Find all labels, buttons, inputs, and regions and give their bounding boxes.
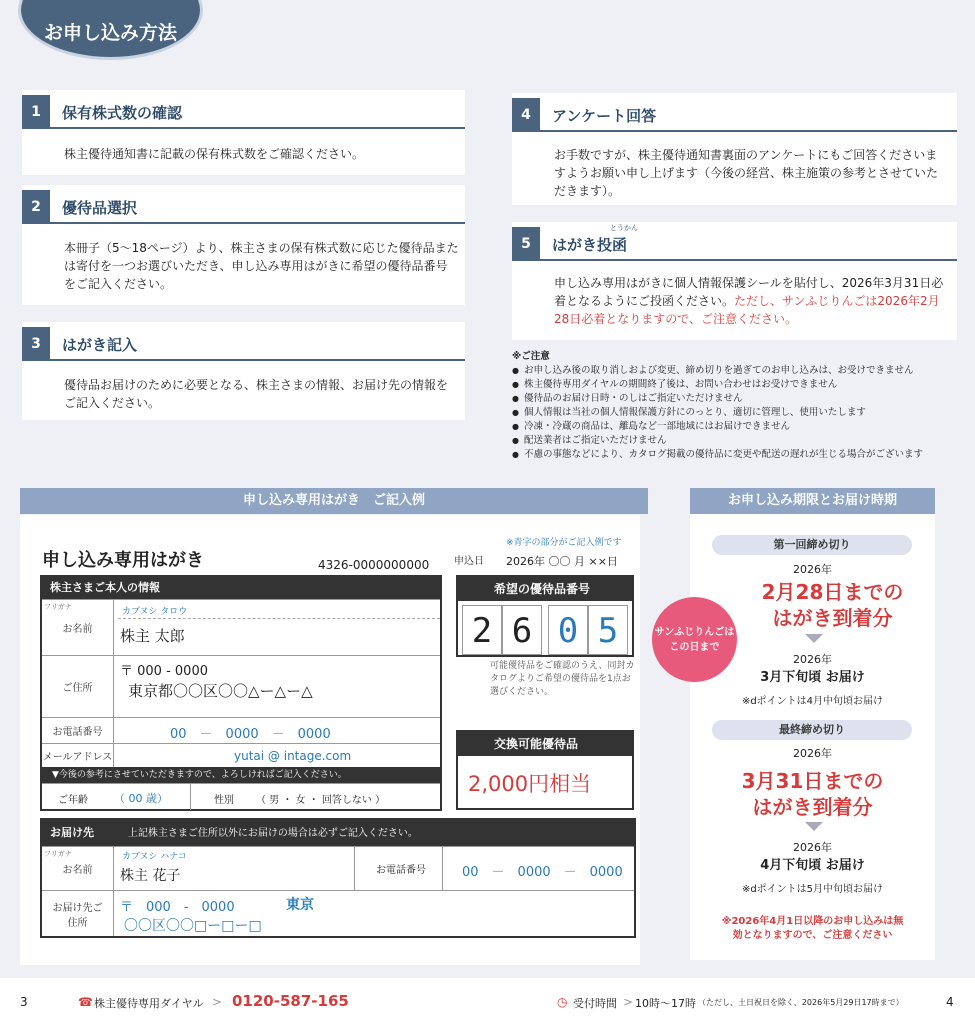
prefecture-value: 東京: [286, 897, 314, 913]
dial-label: 株主優待専用ダイヤル: [94, 997, 204, 1010]
tel-value: 00 － 0000 － 0000: [462, 865, 623, 880]
notes-title: ※ご注意: [512, 351, 550, 362]
first-deliver-year: 2026年: [793, 653, 832, 666]
furigana-value: カブヌシ ハナコ: [122, 852, 187, 862]
ship-address-label: お届け先ご住所: [52, 902, 103, 929]
zip-value: 〒 000 - 0000: [120, 900, 235, 915]
note-item: ● 冷凍・冷蔵の商品は、離島など一部地域にはお届けできません: [512, 420, 957, 434]
step-2: [22, 185, 465, 305]
page-number-left: 3: [20, 995, 28, 1009]
owner-header: 株主さまご本人の情報: [42, 577, 440, 599]
note-item: ● お申し込み後の取り消しおよび変更、締め切りを過ぎてのお申し込みは、お受けできません: [512, 364, 957, 378]
age-label: ご年齢: [58, 795, 88, 806]
ruby-text: とうかん: [610, 224, 638, 232]
application-date: 2026年 〇〇 月 ××日: [506, 555, 618, 568]
first-delivery: 3月下旬頃 お届け: [760, 670, 865, 685]
choice-digit: 6: [502, 605, 542, 655]
last-dpoint-note: ※dポイントは5月中旬頃お届け: [741, 884, 884, 895]
dial-number[interactable]: 0120-587-165: [232, 992, 349, 1010]
notes: [512, 350, 957, 462]
reference-note: ▼今後の参考にさせていただきますので、よろしければご記入ください。: [42, 767, 440, 783]
choice-digit: 2: [462, 605, 502, 655]
address-value: 〇〇区〇〇□ー□ー□: [124, 918, 262, 934]
choice-digit: 5: [588, 605, 628, 655]
note-item: ● 不慮の事態などにより、カタログ掲載の優待品に変更や配送の遅れが生じる場合がございます: [512, 448, 957, 462]
clock-icon: ◷: [557, 995, 568, 1009]
last-delivery: 4月下旬頃 お届け: [760, 858, 865, 873]
step-body: 株主優待通知書に記載の保有株式数をご確認ください。: [64, 147, 365, 161]
exchange-value: 2,000円相当: [468, 772, 592, 796]
name-label: お名前: [62, 624, 93, 635]
step-number: 5: [512, 227, 540, 261]
step-title: 優待品選択: [62, 199, 138, 217]
step-title: はがき記入: [62, 336, 138, 354]
hours-label: 受付時間: [573, 997, 617, 1010]
first-arrival: はがき到着分: [772, 606, 893, 630]
note-item: ● 株主優待専用ダイヤルの期間終了後は、お問い合わせはお受けできません: [512, 378, 957, 392]
owner-info-table: [40, 575, 442, 811]
last-arrival: はがき到着分: [752, 795, 873, 819]
tel-label: お電話番号: [376, 865, 426, 876]
last-deadline-pill: 最終締め切り: [712, 720, 912, 740]
page-title: お申し込み方法: [44, 22, 178, 44]
zip-value: 〒 000 - 0000: [120, 664, 208, 679]
first-year: 2026年: [793, 563, 832, 576]
step-body: お手数ですが、株主優待通知書裏面のアンケートにもご回答くださいますようお願い申し上げます（今後の経営、株主施策の参考とさせていただきます）。: [554, 148, 939, 198]
example-banner: 申し込み専用はがき ご記入例: [20, 488, 648, 514]
step-3: [22, 322, 465, 420]
step-body-warning: ただし、サンふじりんごは2026年2月28日必着となりますので、ご注意ください。: [554, 294, 940, 326]
address-value: 東京都〇〇区〇〇△ー△ー△: [128, 682, 313, 700]
arrow-down-icon: [805, 822, 823, 831]
postcard-code: 4326-0000000000: [318, 558, 430, 572]
mail-value: yutai @ intage.com: [234, 749, 352, 763]
note-item: ● 優待品のお届け日時・のしはご指定いただけません: [512, 392, 957, 406]
sex-value: （ 男 ・ 女 ・ 回答しない ）: [256, 795, 386, 806]
tel-value: 00 － 0000 － 0000: [170, 727, 331, 742]
step-title: アンケート回答: [552, 107, 657, 125]
address-label: ご住所: [62, 683, 93, 694]
apple-deadline-badge: サンふじりんごはこの日まで: [652, 597, 737, 682]
page-number-right: 4: [946, 995, 954, 1009]
hours-value: 10時〜17時: [635, 997, 696, 1010]
hours-note: （ただし、土日祝日を除く、2026年5月29日17時まで）: [698, 998, 904, 1007]
last-deadline-date: 3月31日までの: [741, 769, 884, 793]
mail-label: メールアドレス: [42, 752, 113, 763]
step-number: 3: [22, 327, 50, 361]
chevron-right-icon: >: [623, 995, 634, 1009]
exchange-header: 交換可能優待品: [458, 732, 632, 756]
name-value: 株主 花子: [120, 868, 181, 884]
step-body: 優待品お届けのために必要となる、株主さまの情報、お届け先の情報をご記入ください。: [64, 378, 449, 410]
step-title: はがき投函: [552, 236, 628, 254]
step-4: [512, 93, 957, 205]
deadline-warning: ※2026年4月1日以降のお申し込みは無効となりますので、ご注意ください: [721, 916, 904, 941]
name-label: お名前: [62, 865, 93, 876]
sex-label: 性別: [214, 795, 234, 806]
choice-header: 希望の優待品番号: [458, 577, 632, 601]
chevron-right-icon: >: [212, 995, 223, 1009]
age-value: （ 00 歳）: [114, 792, 168, 805]
first-deadline-date: 2月28日までの: [761, 580, 904, 604]
tel-label: お電話番号: [52, 727, 103, 738]
step-5: [512, 222, 957, 340]
shipping-header: お届け先: [50, 826, 94, 839]
step-number: 4: [512, 98, 540, 132]
shipping-table: [40, 818, 636, 938]
date-label: 申込日: [454, 556, 484, 567]
choice-digit: 0: [548, 605, 588, 655]
first-deadline-pill: 第一回締め切り: [712, 535, 912, 555]
blue-note: ※青字の部分がご記入例です: [506, 538, 622, 548]
furigana-label: フリガナ: [44, 850, 72, 858]
step-title: 保有株式数の確認: [62, 104, 183, 122]
step-body: 申し込み専用はがきに個人情報保護シールを貼付し、2026年3月31日必着となるようにご投函ください。: [554, 276, 944, 308]
phone-icon: ☎: [78, 995, 93, 1009]
step-1: [22, 90, 465, 175]
choice-note: 可能優待品をご確認のうえ、同封カタログよりご希望の優待品を1点お選びください。: [490, 661, 635, 697]
postcard-title: 申し込み専用はがき: [42, 550, 204, 571]
note-item: ● 配送業者はご指定いただけません: [512, 434, 957, 448]
exchange-box: [456, 730, 634, 810]
furigana-value: カブヌシ タロウ: [122, 607, 188, 617]
step-number: 1: [22, 95, 50, 129]
name-value: 株主 太郎: [120, 627, 185, 645]
step-body: 本冊子（5〜18ページ）より、株主さまの保有株式数に応じた優待品または寄付を一つお選びいただき、申し込み専用はがきに希望の優待品番号をご記入ください。: [64, 241, 459, 291]
first-dpoint-note: ※dポイントは4月中旬頃お届け: [741, 696, 884, 707]
furigana-label: フリガナ: [44, 603, 72, 611]
deadline-banner: お申し込み期限とお届け時期: [690, 488, 935, 514]
step-number: 2: [22, 190, 50, 224]
shipping-note: 上記株主さまご住所以外にお届けの場合は必ずご記入ください。: [127, 828, 418, 839]
last-deliver-year: 2026年: [793, 841, 832, 854]
last-year: 2026年: [793, 747, 832, 760]
arrow-down-icon: [805, 634, 823, 643]
note-item: ● 個人情報は当社の個人情報保護方針にのっとり、適切に管理し、使用いたします: [512, 406, 957, 420]
